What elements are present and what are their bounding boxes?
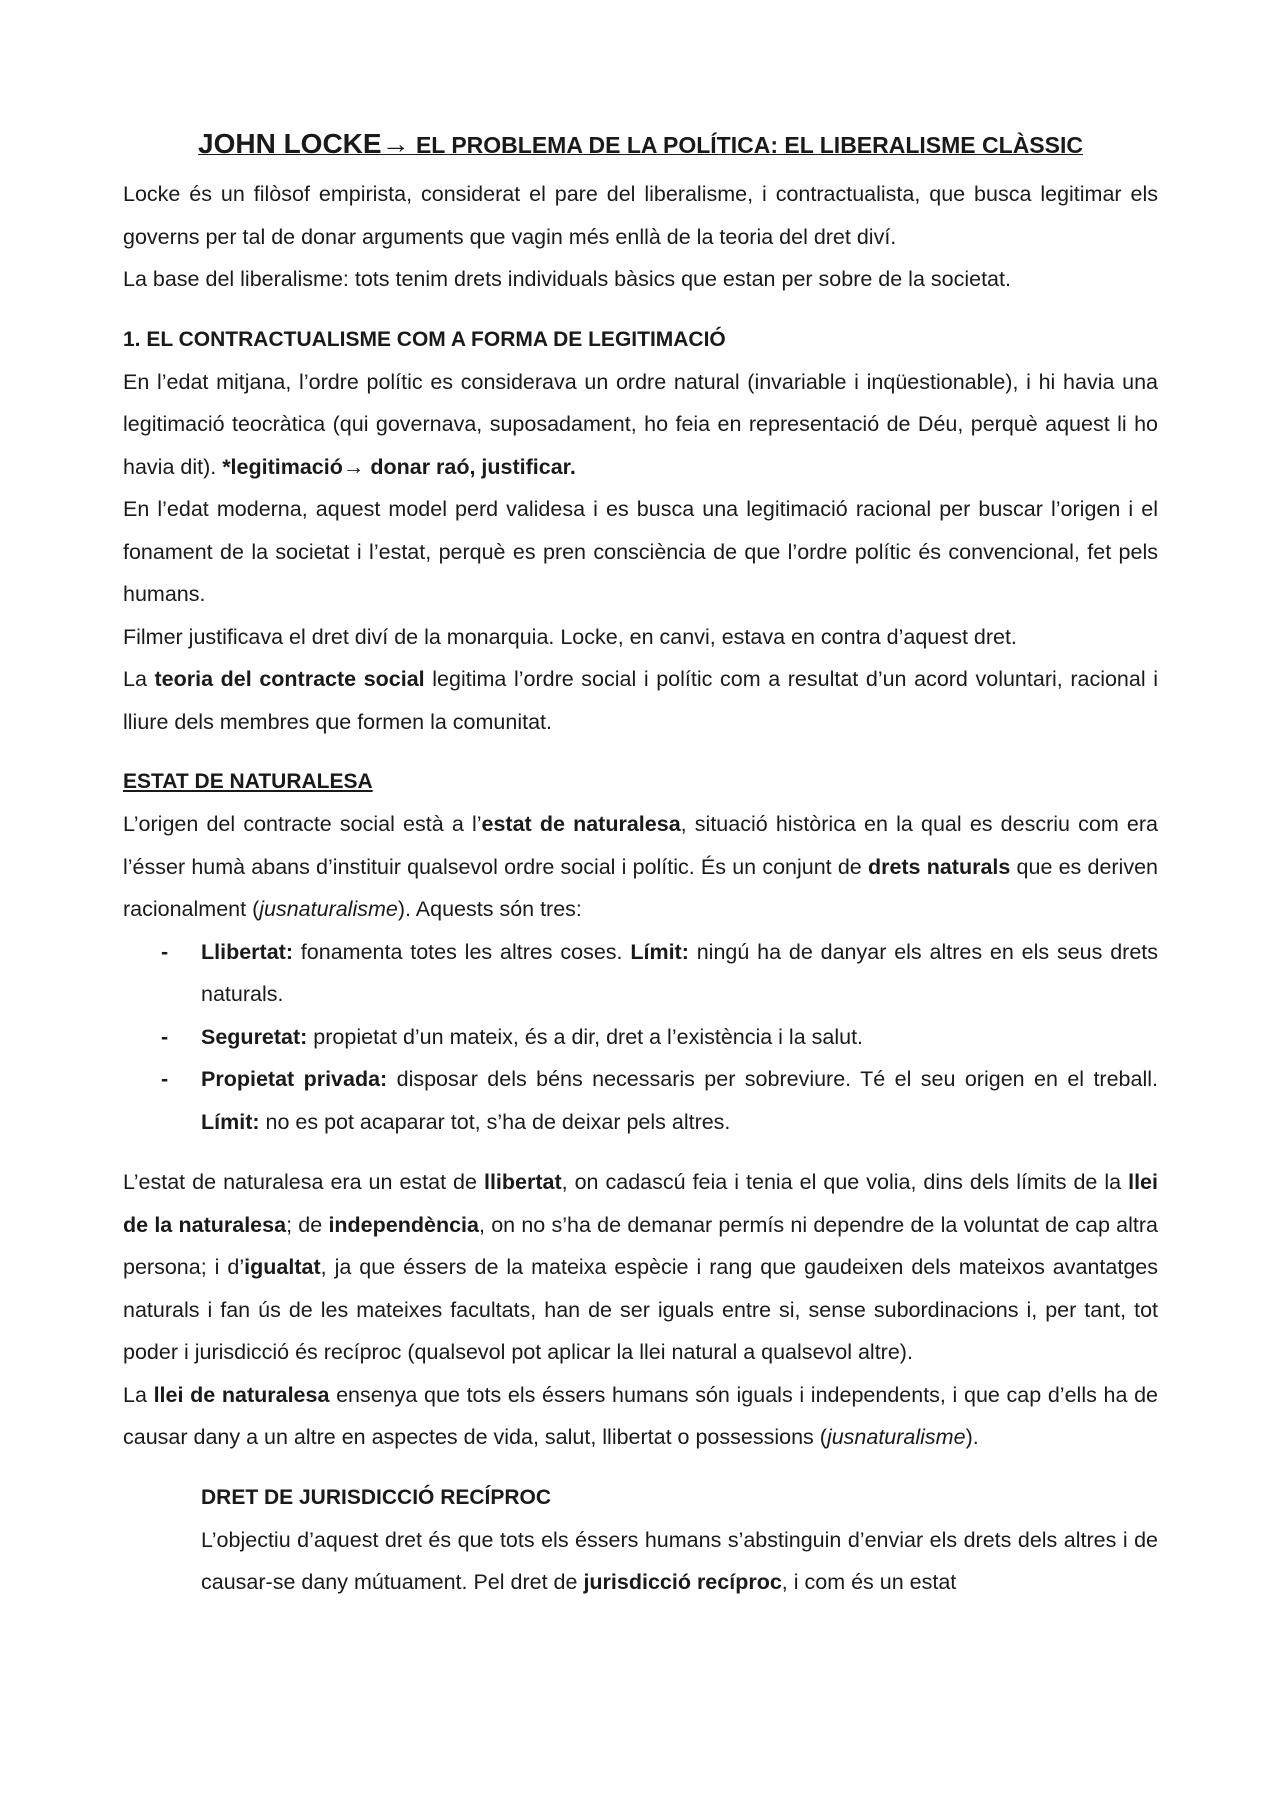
right-label: Seguretat: (201, 1024, 308, 1049)
natural-rights-list (123, 931, 1158, 1144)
document-content (123, 126, 1158, 1604)
intro-paragraph-2: La base del liberalisme: tots tenim drets individuals bàsics que estan per sobre de la societat. (123, 267, 1011, 291)
dret-paragraph-1 (201, 1519, 1158, 1604)
right-text: disposar dels béns necessaris per sobreviure. Té el seu origen en el treball. (387, 1067, 1158, 1091)
right-limit-text: ningú ha de danyar els altres en els seus drets naturals. (201, 939, 1159, 1006)
title-main: JOHN LOCKE→ (198, 128, 410, 159)
ep2-bold2: llei de la naturalesa (123, 1170, 1158, 1237)
page-title (123, 126, 1158, 167)
right-limit-label: Límit: (201, 1109, 260, 1134)
section-1-paragraph-1 (123, 361, 1158, 489)
right-limit-text: no es pot acaparar tot, s’ha de deixar pels altres. (259, 1109, 731, 1134)
section-1-p1-text: En l’edat mitjana, l’ordre polític es considerava un ordre natural (invariable i inqüestionable), i hi havia una legitimació teocràtica (qui governava, suposadament, ho feia en representació de Déu, perquè aquest li ho havia dit). (123, 369, 1158, 479)
list-item (201, 1016, 1158, 1059)
ep1-c: que es deriven racionalment ( (123, 854, 1159, 921)
title-sub: EL PROBLEMA DE LA POLÍTICA: EL LIBERALISME CLÀSSIC (409, 132, 1083, 158)
legitimacio-definition: *legitimació→ donar raó, justificar. (222, 454, 576, 479)
right-label: Llibertat: (201, 939, 293, 964)
ep1-italic: jusnaturalisme (259, 897, 398, 921)
ep1-a: L’origen del contracte social està a l’ (123, 812, 482, 836)
estat-paragraph-3 (123, 1374, 1158, 1459)
ep1-bold1: estat de naturalesa (481, 812, 681, 836)
ep1-bold2: drets naturals (867, 854, 1011, 879)
ep2-d: , on no s’ha de demanar permís ni dependre de la voluntat de cap altra persona; i d’ (123, 1212, 1158, 1279)
ep2-c: ; de (286, 1212, 329, 1237)
dret-section (123, 1477, 1158, 1604)
ep2-bold4: igualtat (244, 1255, 321, 1279)
ep1-d: ). Aquests són tres: (397, 897, 582, 921)
right-text: fonamenta totes les altres coses. (292, 939, 631, 964)
dp1-bold: jurisdicció recíproc (583, 1570, 782, 1594)
ep3-italic: jusnaturalisme (826, 1425, 966, 1449)
s1p4-b: legitima l’ordre social i polític com a resultat d’un acord voluntari, racional i lliure dels membres que formen la comunitat. (123, 667, 1158, 734)
s1p4-bold: teoria del contracte social (154, 667, 425, 691)
dret-heading: DRET DE JURISDICCIÓ RECÍPROC (201, 1485, 552, 1509)
section-1-paragraph-4 (123, 658, 1158, 743)
section-1-heading: 1. EL CONTRACTUALISME COM A FORMA DE LEGITIMACIÓ (123, 327, 726, 351)
ep3-c: ). (965, 1425, 979, 1449)
estat-paragraph-2 (123, 1161, 1158, 1374)
section-1-paragraph-3: Filmer justificava el dret diví de la monarquia. Locke, en canvi, estava en contra d’aquest dret. (123, 624, 1017, 649)
ep1-b: , situació històrica en la qual es descriu com era l’ésser humà abans d’instituir qualsevol ordre social i polític. És un conjunt de (123, 812, 1158, 879)
section-1-paragraph-2: En l’edat moderna, aquest model perd validesa i es busca una legitimació racional per buscar l’origen i el fonament de la societat i l’estat, perquè es pren consciència de que l’ordre polític és convencional, fet pels humans. (123, 497, 1158, 606)
right-label: Propietat privada: (201, 1067, 388, 1091)
ep3-b: ensenya que tots els éssers humans són iguals i independents, i que cap d’ells ha de causar dany a un altre en aspectes de vida, salut, llibertat o possessions ( (123, 1382, 1159, 1449)
ep2-bold3: independència (328, 1212, 479, 1237)
right-limit-label: Límit: (630, 939, 689, 964)
ep2-e: , ja que éssers de la mateixa espècie i rang que gaudeixen dels mateixos avantatges naturals i fan ús de les mateixes facultats, han de ser iguals entre si, sense subordinacions i, per tant, tot poder i jurisdicció és recíproc (qualsevol pot aplicar la llei natural a qualsevol altre). (123, 1255, 1158, 1364)
ep3-bold: llei de naturalesa (153, 1382, 330, 1407)
dp1-a: L’objectiu d’aquest dret és que tots els éssers humans s’abstinguin d’enviar els drets dels altres i de causar-se dany mútuament. Pel dret de (201, 1527, 1158, 1594)
intro-paragraph-1: Locke és un filòsof empirista, considerat el pare del liberalisme, i contractualista, que busca legitimar els governs per tal de donar arguments que vagin més enllà de la teoria del dret diví. (123, 182, 1158, 249)
ep2-b: , on cadascú feia i tenia el que volia, dins dels límits de la (561, 1170, 1129, 1194)
right-text: propietat d’un mateix, és a dir, dret a l’existència i la salut. (307, 1024, 864, 1049)
ep2-bold1: llibertat (483, 1170, 562, 1194)
dp1-b: , i com és un estat (781, 1570, 957, 1594)
ep2-a: L’estat de naturalesa era un estat de (123, 1170, 484, 1194)
list-item (201, 931, 1158, 1016)
estat-paragraph-1 (123, 803, 1158, 931)
s1p4-a: La (123, 667, 155, 691)
ep3-a: La (123, 1382, 154, 1407)
list-item (201, 1058, 1158, 1143)
estat-naturalesa-heading: ESTAT DE NATURALESA (123, 770, 373, 793)
